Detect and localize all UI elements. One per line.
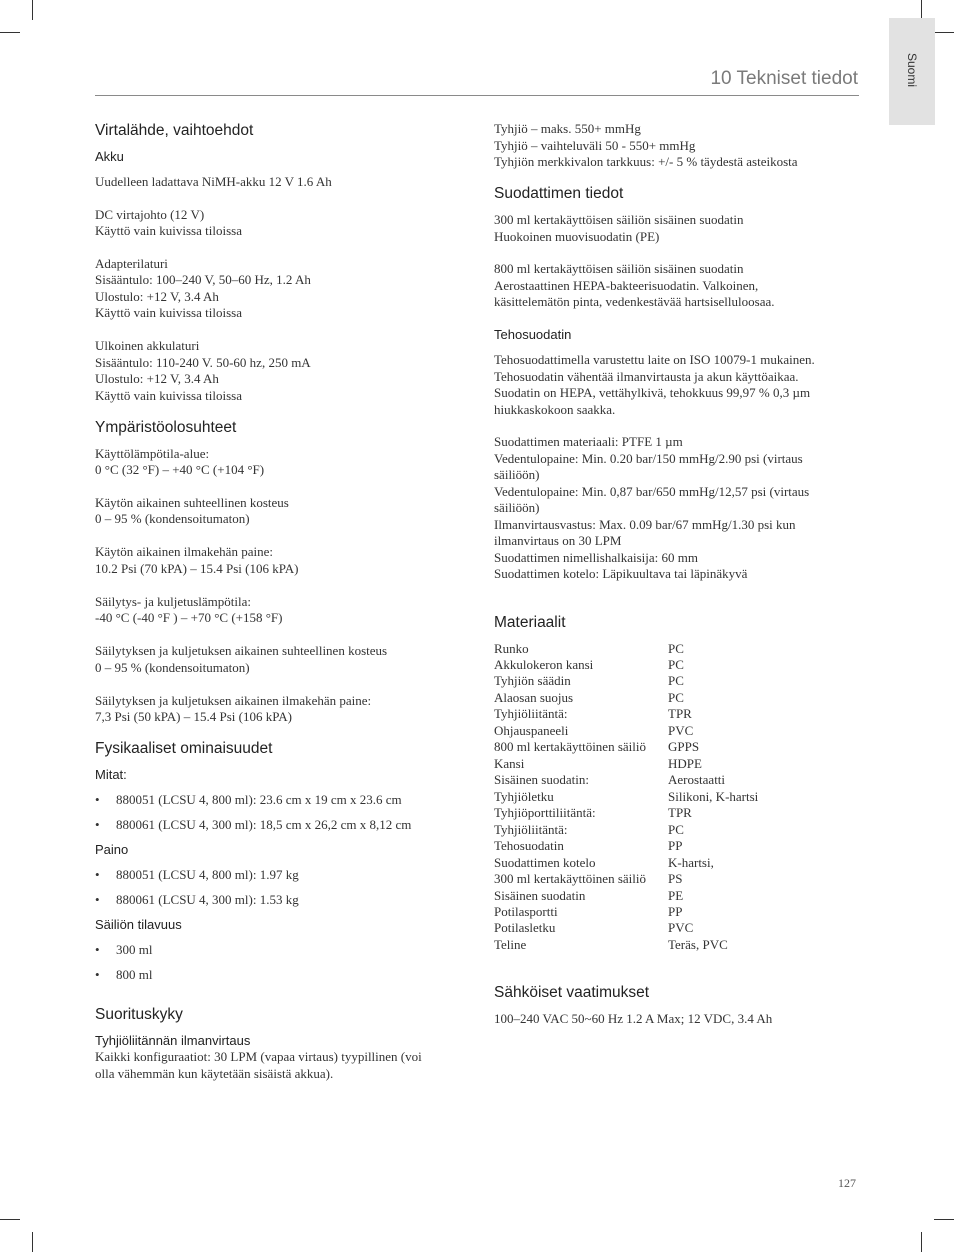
page-number: 127 [838,1176,856,1190]
text-line: 800 ml kertakäyttöisen säiliön sisäinen suodatin [494,261,744,276]
text-line: 0 – 95 % (kondensoitumaton) [95,660,250,675]
text-line: Uudelleen ladattava NiMH-akku 12 V 1.6 Ah [95,174,332,189]
material-value: PVC [668,723,694,738]
text-line: käsittelemätön pinta, vedenkestävää hartsiselluloosaa. [494,294,775,309]
text-line: 7,3 Psi (50 kPA) – 15.4 Psi (106 kPA) [95,709,292,724]
material-value: PC [668,641,684,656]
performance-heading: Suorituskyky [95,1006,183,1023]
text-line: -40 °C (-40 °F ) – +70 °C (+158 °F) [95,610,283,625]
bullet-marker: • [95,792,100,807]
material-value: TPR [668,706,692,721]
list-item-text: 880051 (LCSU 4, 800 ml): 1.97 kg [116,867,299,882]
list-item-text: 880051 (LCSU 4, 800 ml): 23.6 cm x 19 cm x 23.6 cm [116,792,402,807]
list-item-text: 880061 (LCSU 4, 300 ml): 1.53 kg [116,892,299,907]
text-line: Tyhjiö – vaihteluväli 50 - 550+ mmHg [494,138,696,153]
text-line: DC virtajohto (12 V) [95,207,205,222]
power-heading: Virtalähde, vaihtoehdot [95,122,254,139]
bullet-marker: • [95,892,100,907]
text-line: Suodattimen materiaali: PTFE 1 µm [494,434,683,449]
text-line: Säilytys- ja kuljetuslämpötila: [95,594,251,609]
text-line: Huokoinen muovisuodatin (PE) [494,229,660,244]
material-part: Tyhjiöporttiliitäntä: [494,805,596,820]
text-line: Käyttö vain kuivissa tiloissa [95,223,242,238]
material-part: Sisäinen suodatin: [494,772,589,787]
material-part: Potilasportti [494,904,558,919]
materials-heading: Materiaalit [494,614,566,631]
text-line: olla vähemmän kun käytetään sisäistä akkua). [95,1066,334,1081]
text-line: Käytön aikainen suhteellinen kosteus [95,495,289,510]
crop-mark [0,32,20,33]
bullet-marker: • [95,867,100,882]
text-line: Käyttö vain kuivissa tiloissa [95,388,242,403]
text-line: 10.2 Psi (70 kPA) – 15.4 Psi (106 kPA) [95,561,299,576]
text-line: ilmanvirtaus on 30 LPM [494,533,622,548]
material-value: PC [668,673,684,688]
physical-heading: Fysikaaliset ominaisuudet [95,740,273,757]
airflow-subheading: Tyhjiöliitännän ilmanvirtaus [95,1033,251,1048]
filter-heading: Suodattimen tiedot [494,185,624,202]
material-part: Teline [494,937,527,952]
electrical-heading: Sähköiset vaatimukset [494,984,650,1001]
material-part: Runko [494,641,529,656]
text-line: säiliöön) [494,467,540,482]
crop-mark [934,1219,954,1220]
material-value: Silikoni, K-hartsi [668,789,759,804]
material-value: GPPS [668,739,700,754]
volume-subheading: Säiliön tilavuus [95,917,182,932]
crop-mark [0,1219,20,1220]
text-line: 0 – 95 % (kondensoitumaton) [95,511,250,526]
crop-mark [921,1232,922,1252]
crop-mark [32,0,33,20]
material-value: Aerostaatti [668,772,726,787]
text-line: Tehosuodattimella varustettu laite on ISO 10079-1 mukainen. [494,352,815,367]
material-value: PC [668,690,684,705]
text-line: Aerostaattinen HEPA-bakteerisuodatin. Valkoinen, [494,278,759,293]
text-line: Ulkoinen akkulaturi [95,338,200,353]
power-filter-subheading: Tehosuodatin [494,327,572,342]
material-part: Suodattimen kotelo [494,855,596,870]
text-line: Suodattimen nimellishalkaisija: 60 mm [494,550,699,565]
material-part: Akkulokeron kansi [494,657,594,672]
bullet-marker: • [95,817,100,832]
text-line: hiukkaskokoon saakka. [494,402,616,417]
bullet-marker: • [95,942,100,957]
text-line: 0 °C (32 °F) – +40 °C (+104 °F) [95,462,265,477]
text-line: Vedentulopaine: Min. 0.20 bar/150 mmHg/2.90 psi (virtaus [494,451,803,466]
material-value: Teräs, PVC [668,937,728,952]
material-part: Alaosan suojus [494,690,574,705]
text-line: Vedentulopaine: Min. 0,87 bar/650 mmHg/12,57 psi (virtaus [494,484,810,499]
material-value: TPR [668,805,692,820]
text-line: Tyhjiön merkkivalon tarkkuus: +/- 5 % täydestä asteikosta [494,154,798,169]
material-part: Tyhjiöliitäntä: [494,822,568,837]
text-line: Adapterilaturi [95,256,168,271]
material-value: HDPE [668,756,702,771]
text-line: Sisääntulo: 100–240 V, 50–60 Hz, 1.2 Ah [95,272,311,287]
material-value: PE [668,888,684,903]
language-tab-label: Suomi [905,52,919,88]
material-part: Ohjauspaneeli [494,723,569,738]
text-line: Ilmanvirtausvastus: Max. 0.09 bar/67 mmHg/1.30 psi kun [494,517,796,532]
text-line: 300 ml kertakäyttöisen säiliön sisäinen suodatin [494,212,744,227]
header-divider [95,95,859,96]
material-part: Sisäinen suodatin [494,888,586,903]
page-title: 10 Tekniset tiedot [710,68,858,89]
material-value: PS [668,871,683,886]
material-value: PC [668,657,684,672]
weight-subheading: Paino [95,842,129,857]
text-line: Käyttölämpötila-alue: [95,446,210,461]
text-line: Säilytyksen ja kuljetuksen aikainen suhteellinen kosteus [95,643,388,658]
text-line: Tehosuodatin vähentää ilmanvirtausta ja akun käyttöaikaa. [494,369,799,384]
text-line: Ulostulo: +12 V, 3.4 Ah [95,371,219,386]
text-line: Tyhjiö – maks. 550+ mmHg [494,121,641,136]
text-line: 100–240 VAC 50~60 Hz 1.2 A Max; 12 VDC, 3.4 Ah [494,1011,773,1026]
list-item-text: 300 ml [116,942,153,957]
text-line: Käytön aikainen ilmakehän paine: [95,544,273,559]
list-item-text: 880061 (LCSU 4, 300 ml): 18,5 cm x 26,2 cm x 8,12 cm [116,817,412,832]
material-part: 800 ml kertakäyttöinen säiliö [494,739,646,754]
text-line: säiliöön) [494,500,540,515]
language-tab [889,18,935,125]
material-value: K-hartsi, [668,855,714,870]
material-value: PC [668,822,684,837]
text-line: Suodattimen kotelo: Läpikuultava tai läpinäkyvä [494,566,748,581]
text-line: Kaikki konfiguraatiot: 30 LPM (vapaa virtaus) tyypillinen (voi [95,1049,422,1064]
material-value: PP [668,838,683,853]
text-line: Säilytyksen ja kuljetuksen aikainen ilmakehän paine: [95,693,372,708]
text-line: Ulostulo: +12 V, 3.4 Ah [95,289,219,304]
text-line: Sisääntulo: 110-240 V. 50-60 hz, 250 mA [95,355,311,370]
material-part: Tyhjiöletku [494,789,554,804]
crop-mark [921,0,922,20]
material-part: 300 ml kertakäyttöinen säiliö [494,871,646,886]
material-part: Tehosuodatin [494,838,564,853]
battery-subheading: Akku [95,149,124,164]
crop-mark [934,32,954,33]
crop-mark [32,1232,33,1252]
material-part: Tyhjiön säädin [494,673,571,688]
environment-heading: Ympäristöolosuhteet [95,419,237,436]
material-value: PVC [668,920,694,935]
material-part: Potilasletku [494,920,556,935]
bullet-marker: • [95,967,100,982]
material-part: Tyhjiöliitäntä: [494,706,568,721]
material-value: PP [668,904,683,919]
text-line: Käyttö vain kuivissa tiloissa [95,305,242,320]
dimensions-subheading: Mitat: [95,767,127,782]
list-item-text: 800 ml [116,967,153,982]
material-part: Kansi [494,756,525,771]
text-line: Suodatin on HEPA, vettähylkivä, tehokkuus 99,97 % 0,3 µm [494,385,811,400]
